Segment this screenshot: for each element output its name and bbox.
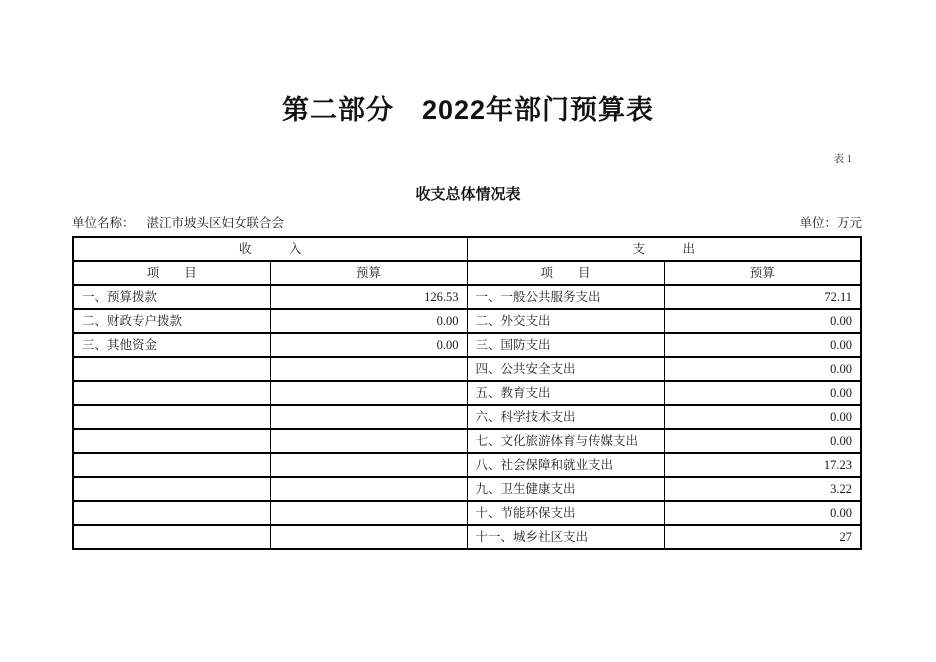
income-budget-cell bbox=[270, 501, 467, 525]
expense-item-cell: 四、公共安全支出 bbox=[467, 357, 664, 381]
income-item-cell bbox=[73, 453, 270, 477]
income-budget-cell bbox=[270, 525, 467, 549]
income-item-cell bbox=[73, 357, 270, 381]
expense-item-cell: 九、卫生健康支出 bbox=[467, 477, 664, 501]
income-budget-cell bbox=[270, 453, 467, 477]
expense-item-cell: 二、外交支出 bbox=[467, 309, 664, 333]
expense-item-cell: 十一、城乡社区支出 bbox=[467, 525, 664, 549]
expense-item-cell: 十、节能环保支出 bbox=[467, 501, 664, 525]
expense-section-header: 支 出 bbox=[467, 237, 861, 261]
unit-name-group bbox=[72, 213, 284, 231]
column-header-row bbox=[73, 261, 861, 285]
table-row bbox=[73, 333, 861, 357]
page-title: 第二部分 2022年部门预算表 bbox=[281, 95, 655, 125]
income-item-cell: 一、预算拨款 bbox=[73, 285, 270, 309]
income-item-cell bbox=[73, 525, 270, 549]
section-header-row bbox=[73, 237, 861, 261]
expense-item-column-header: 项 目 bbox=[467, 261, 664, 285]
expense-budget-cell: 3.22 bbox=[664, 477, 861, 501]
expense-budget-cell: 27 bbox=[664, 525, 861, 549]
expense-budget-cell: 0.00 bbox=[664, 381, 861, 405]
income-item-cell: 二、财政专户拨款 bbox=[73, 309, 270, 333]
table-row bbox=[73, 501, 861, 525]
expense-budget-cell: 0.00 bbox=[664, 405, 861, 429]
income-budget-cell bbox=[270, 381, 467, 405]
income-item-cell bbox=[73, 477, 270, 501]
unit-name: 湛江市坡头区妇女联合会 bbox=[146, 216, 285, 230]
income-item-cell bbox=[73, 381, 270, 405]
income-item-cell bbox=[73, 405, 270, 429]
expense-budget-cell: 72.11 bbox=[664, 285, 861, 309]
expense-budget-cell: 17.23 bbox=[664, 453, 861, 477]
expense-budget-cell: 0.00 bbox=[664, 429, 861, 453]
income-budget-cell: 0.00 bbox=[270, 309, 467, 333]
table-row bbox=[73, 453, 861, 477]
table-row bbox=[73, 429, 861, 453]
table-number-label: 表 1 bbox=[833, 154, 852, 165]
table-row bbox=[73, 381, 861, 405]
expense-budget-cell: 0.00 bbox=[664, 309, 861, 333]
income-budget-cell: 126.53 bbox=[270, 285, 467, 309]
income-item-cell bbox=[73, 429, 270, 453]
table-row bbox=[73, 357, 861, 381]
income-section-header: 收 入 bbox=[73, 237, 467, 261]
income-budget-cell bbox=[270, 429, 467, 453]
unit-label: 单位：万元 bbox=[799, 216, 862, 230]
expense-budget-cell: 0.00 bbox=[664, 357, 861, 381]
page-subtitle: 收支总体情况表 bbox=[415, 186, 521, 203]
income-budget-cell bbox=[270, 405, 467, 429]
income-budget-column-header: 预算 bbox=[270, 261, 467, 285]
unit-name-label: 单位名称： bbox=[72, 216, 135, 230]
expense-budget-cell: 0.00 bbox=[664, 501, 861, 525]
income-item-cell bbox=[73, 501, 270, 525]
income-budget-cell bbox=[270, 357, 467, 381]
income-item-cell: 三、其他资金 bbox=[73, 333, 270, 357]
table-row bbox=[73, 405, 861, 429]
budget-table bbox=[72, 236, 862, 550]
expense-item-cell: 五、教育支出 bbox=[467, 381, 664, 405]
table-row bbox=[73, 309, 861, 333]
expense-budget-cell: 0.00 bbox=[664, 333, 861, 357]
expense-item-cell: 六、科学技术支出 bbox=[467, 405, 664, 429]
table-row bbox=[73, 477, 861, 501]
expense-item-cell: 八、社会保障和就业支出 bbox=[467, 453, 664, 477]
table-row bbox=[73, 285, 861, 309]
expense-item-cell: 七、文化旅游体育与传媒支出 bbox=[467, 429, 664, 453]
meta-row bbox=[72, 213, 862, 231]
expense-budget-column-header: 预算 bbox=[664, 261, 861, 285]
table-row bbox=[73, 525, 861, 549]
expense-item-cell: 三、国防支出 bbox=[467, 333, 664, 357]
income-budget-cell bbox=[270, 477, 467, 501]
income-budget-cell: 0.00 bbox=[270, 333, 467, 357]
expense-item-cell: 一、一般公共服务支出 bbox=[467, 285, 664, 309]
income-item-column-header: 项 目 bbox=[73, 261, 270, 285]
